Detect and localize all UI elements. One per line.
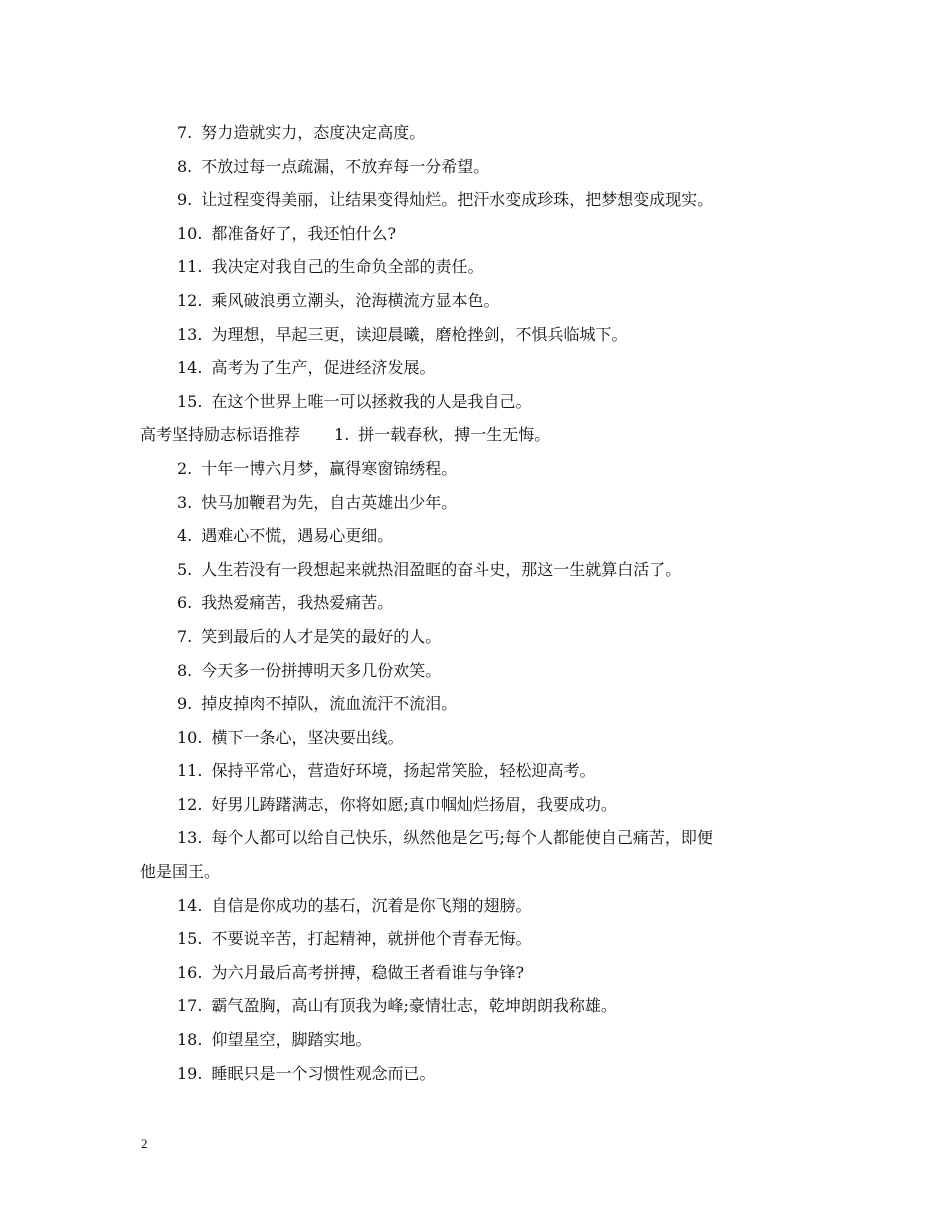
section-heading-line: [140, 418, 820, 452]
item-number: 15.: [177, 929, 203, 949]
list-item: [140, 1023, 820, 1057]
list-item: [140, 452, 820, 486]
item-text: 笑到最后的人才是笑的最好的人。: [201, 626, 442, 646]
item-text: 高考为了生产，促进经济发展。: [211, 358, 436, 378]
item-text: 人生若没有一段想起来就热泪盈眶的奋斗史，那这一生就算白活了。: [201, 559, 682, 579]
item-text: 自信是你成功的基石，沉着是你飞翔的翅膀。: [211, 895, 532, 915]
item-text: 在这个世界上唯一可以拯救我的人是我自己。: [211, 391, 532, 411]
item-text: 我决定对我自己的生命负全部的责任。: [211, 257, 484, 277]
item-text: 今天多一份拼搏明天多几份欢笑。: [201, 660, 442, 680]
item-text: 掉皮掉肉不掉队，流血流汗不流泪。: [201, 694, 458, 714]
item-text-continuation: 他是国王。: [140, 862, 221, 882]
item-number: 10.: [177, 727, 203, 747]
item-text: 仰望星空，脚踏实地。: [211, 1030, 372, 1050]
item-number: 10.: [177, 223, 203, 243]
page-number: 2: [141, 1136, 148, 1151]
item-text: 十年一博六月梦，赢得寒窗锦绣程。: [201, 458, 458, 478]
item-text: 都准备好了，我还怕什么?: [211, 223, 397, 243]
item-text: 为六月最后高考拼搏，稳做王者看谁与争锋?: [211, 962, 525, 982]
list-item: [140, 654, 820, 688]
list-item: [140, 250, 820, 284]
item-number: 4.: [177, 526, 193, 546]
list-item-continuation: [140, 855, 820, 889]
list-item: [140, 486, 820, 520]
item-text: 快马加鞭君为先，自古英雄出少年。: [201, 492, 458, 512]
item-number: 6.: [177, 593, 193, 613]
list-item: [140, 183, 820, 217]
list-item: [140, 989, 820, 1023]
item-number: 18.: [177, 1030, 203, 1050]
item-text: 保持平常心，营造好环境，扬起常笑脸，轻松迎高考。: [211, 761, 596, 781]
item-number: 9.: [177, 190, 193, 210]
item-number: 14.: [177, 895, 203, 915]
item-text: 霸气盈胸，高山有顶我为峰;豪情壮志，乾坤朗朗我称雄。: [211, 996, 617, 1016]
item-number: 8.: [177, 660, 193, 680]
item-number: 11.: [177, 257, 203, 277]
list-item: [140, 687, 820, 721]
item-number: 9.: [177, 694, 193, 714]
list-item: [140, 351, 820, 385]
item-text: 每个人都可以给自己快乐，纵然他是乞丐;每个人都能使自己痛苦，即便: [211, 828, 713, 848]
list-item: [140, 284, 820, 318]
item-number: 8.: [177, 156, 193, 176]
list-item: [140, 586, 820, 620]
list-item: [140, 318, 820, 352]
list-item: [140, 217, 820, 251]
item-text: 我热爱痛苦，我热爱痛苦。: [201, 593, 394, 613]
page-content: [140, 116, 820, 1090]
list-item: [140, 889, 820, 923]
item-number: 13.: [177, 828, 203, 848]
item-text: 遇难心不慌，遇易心更细。: [201, 526, 394, 546]
list-item: [140, 821, 820, 855]
list-item: [140, 553, 820, 587]
list-item: [140, 150, 820, 184]
list-item: [140, 116, 820, 150]
list-item: [140, 922, 820, 956]
item-number: 12.: [177, 794, 203, 814]
list-item: [140, 519, 820, 553]
list-item: [140, 788, 820, 822]
list-item: [140, 385, 820, 419]
item-text: 不放过每一点疏漏，不放弃每一分希望。: [201, 156, 490, 176]
item-number: 16.: [177, 962, 203, 982]
item-text: 拼一载春秋，搏一生无悔。: [358, 425, 551, 445]
item-number: 13.: [177, 324, 203, 344]
item-text: 为理想，早起三更，读迎晨曦，磨枪挫剑，不惧兵临城下。: [211, 324, 628, 344]
list-item: [140, 754, 820, 788]
item-number: 2.: [177, 458, 193, 478]
item-text: 横下一条心，坚决要出线。: [211, 727, 404, 747]
list-item: [140, 956, 820, 990]
item-number: 7.: [177, 626, 193, 646]
item-number: 1.: [334, 425, 350, 445]
item-text: 乘风破浪勇立潮头，沧海横流方显本色。: [211, 290, 500, 310]
list-item: [140, 721, 820, 755]
item-number: 17.: [177, 996, 203, 1016]
item-text: 睡眠只是一个习惯性观念而已。: [211, 1063, 436, 1083]
item-number: 12.: [177, 290, 203, 310]
list-item: [140, 620, 820, 654]
item-text: 努力造就实力，态度决定高度。: [201, 123, 426, 142]
item-text: 好男儿踌躇满志，你将如愿;真巾帼灿烂扬眉，我要成功。: [211, 794, 617, 814]
item-number: 19.: [177, 1063, 203, 1083]
item-text: 让过程变得美丽，让结果变得灿烂。把汗水变成珍珠，把梦想变成现实。: [201, 190, 714, 210]
list-item: [140, 1057, 820, 1091]
section-heading: 高考坚持励志标语推荐: [140, 425, 301, 445]
item-number: 5.: [177, 559, 193, 579]
item-text: 不要说辛苦，打起精神，就拼他个青春无悔。: [211, 929, 532, 949]
item-number: 3.: [177, 492, 193, 512]
item-number: 15.: [177, 391, 203, 411]
item-number: 11.: [177, 761, 203, 781]
item-number: 7.: [177, 123, 193, 142]
item-number: 14.: [177, 358, 203, 378]
